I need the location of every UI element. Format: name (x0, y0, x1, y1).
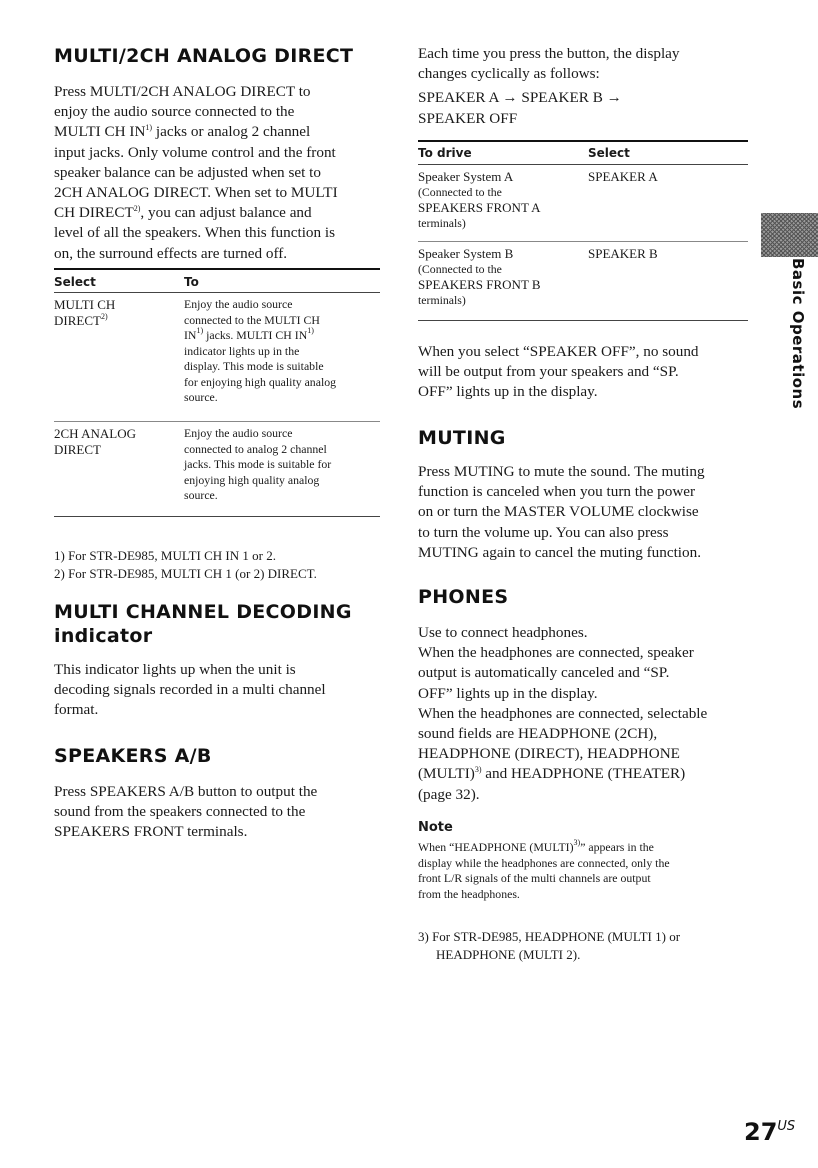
table-cell-to: Enjoy the audio source connected to the MULTI CH IN$^{1)}$ jacks. MULTI CH IN$^{1)}$ indicator lights up in the display. This mode is suitable for enjoying high quality analog source. (184, 297, 337, 404)
multi2ch-line: 2CH ANALOG DIRECT. When set to MULTI (54, 184, 338, 202)
footnotes-left (54, 547, 317, 583)
speaker-off-body: When you select “SPEAKER OFF”, no sound will be output from your speakers and “SP. OFF” lights up in the display. (418, 343, 699, 401)
table-header-row (54, 270, 380, 292)
table-cell-select: 2CH ANALOG DIRECT (54, 426, 136, 457)
speaker-drive-table (418, 140, 748, 321)
section-tab-label: Basic Operations (789, 258, 807, 410)
heading-multi-channel-decoding: MULTI CHANNEL DECODING indicator (54, 601, 352, 647)
footnote: 2) For STR-DE985, MULTI CH 1 (or 2) DIRECT. (54, 566, 317, 581)
table-cell-select: MULTI CH DIRECT$^{2)}$ (54, 297, 116, 328)
speakers-ab-body: Press SPEAKERS A/B button to output the sound from the speakers connected to the SPEAKERS FRONT terminals. (54, 783, 318, 841)
heading-speakers-ab: SPEAKERS A/B (54, 745, 212, 767)
footnote-3: 3) For STR-DE985, HEADPHONE (MULTI 1) or HEADPHONE (MULTI 2). (418, 929, 681, 962)
column-header-to: To (184, 275, 199, 289)
table-cell-to: Enjoy the audio source connected to analog 2 channel jacks. This mode is suitable for enjoying high quality analog source. (184, 426, 332, 502)
table-bottom-rule (54, 516, 380, 517)
table-header-row (418, 142, 748, 164)
multi2ch-line: MULTI CH IN$^{1)}$ jacks or analog 2 channel (54, 123, 311, 141)
table-row (54, 422, 380, 516)
heading-phones: PHONES (418, 586, 509, 608)
multi2ch-line: input jacks. Only volume control and the front (54, 143, 336, 161)
table-row (54, 293, 380, 421)
phones-body: Use to connect headphones. When the headphones are connected, speaker output is automatically canceled and “SP. OFF” lights up in the display. When the headphones are connected, selectable sound fields are HEADPHONE (2CH), HEADPHONE (DIRECT), HEADPHONE (MULTI)$^{3)}$ and HEADPHONE (THEATER) (page 32). (418, 624, 708, 803)
multi2ch-line: level of all the speakers. When this function is (54, 224, 336, 242)
table-cell-drive: Speaker System A (Connected to the SPEAKERS FRONT A terminals) (418, 169, 541, 230)
multi2ch-line: on, the surround effects are turned off. (54, 244, 288, 262)
multi-channel-decoding-body: This indicator lights up when the unit is decoding signals recorded in a multi channel format. (54, 661, 326, 719)
table-row (418, 165, 748, 241)
heading-multi-2ch-analog-direct: MULTI/2CH ANALOG DIRECT (54, 45, 354, 67)
footnote: 1) For STR-DE985, MULTI CH IN 1 or 2. (54, 548, 276, 563)
column-header-to-drive: To drive (418, 146, 472, 160)
table-cell-drive: Speaker System B (Connected to the SPEAKERS FRONT B terminals) (418, 246, 541, 307)
multi2ch-body (54, 82, 384, 264)
column-header-select: Select (54, 275, 96, 289)
page-number: $27^{US}$ (744, 1118, 796, 1146)
table-cell-select: SPEAKER B (588, 246, 658, 261)
muting-body: Press MUTING to mute the sound. The muting function is canceled when you turn the power on or turn the MASTER VOLUME clockwise to turn the volume up. You can also press MUTING again to cancel the muting function. (418, 463, 705, 561)
note-label: Note (418, 820, 453, 835)
heading-muting: MUTING (418, 427, 506, 449)
column-header-select: Select (588, 146, 630, 160)
multi2ch-line: enjoy the audio source connected to the (54, 103, 295, 121)
multi2ch-line: CH DIRECT$^{2)}$, you can adjust balance and (54, 204, 312, 222)
multi2ch-line: speaker balance can be adjusted when set to (54, 163, 321, 181)
section-tab-pattern (761, 213, 818, 257)
table-row (418, 242, 748, 320)
table-bottom-rule (418, 320, 748, 321)
speakers-cycle-intro: Each time you press the button, the display changes cyclically as follows: SPEAKER A → SPEAKER B → SPEAKER OFF (418, 45, 680, 127)
select-mode-table (54, 268, 380, 517)
note-body: When “HEADPHONE (MULTI)$^{3)}$” appears in the display while the headphones are connected, only the front L/R signals of the multi channels are output from the headphones. (418, 838, 670, 901)
table-cell-select: SPEAKER A (588, 169, 658, 184)
multi2ch-line: Press MULTI/2CH ANALOG DIRECT to (54, 83, 311, 100)
